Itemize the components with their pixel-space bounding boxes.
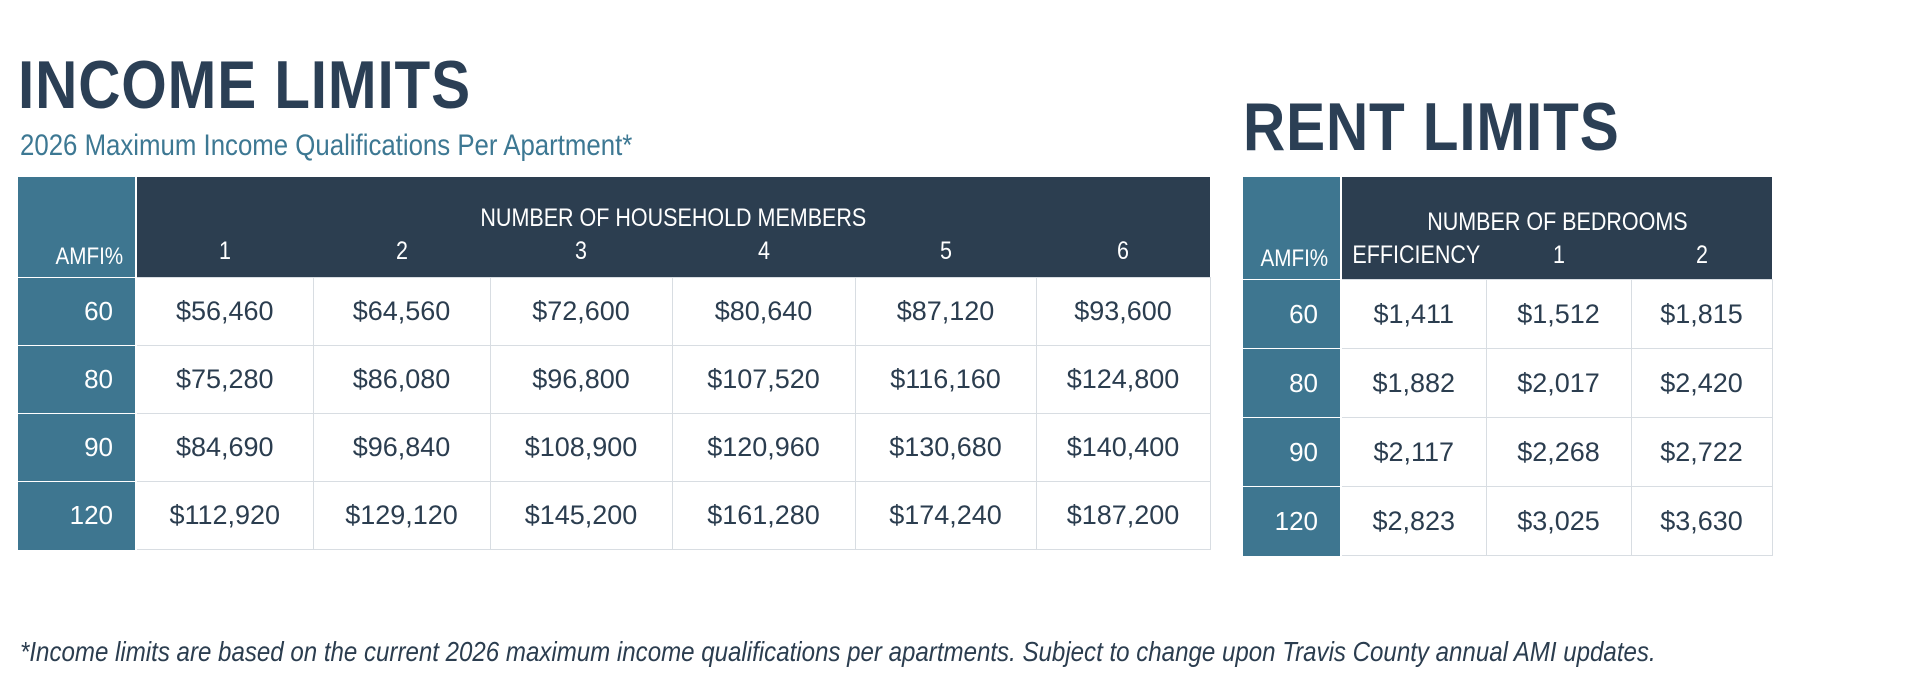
- amfi-cell: 90: [18, 414, 136, 482]
- income-value-cell: $107,520: [672, 346, 855, 414]
- income-value-cell: $174,240: [855, 482, 1036, 550]
- amfi-cell: 120: [1243, 487, 1341, 556]
- amfi-cell: 120: [18, 482, 136, 550]
- table-row: [1243, 418, 1772, 487]
- income-value-cell: $120,960: [672, 414, 855, 482]
- amfi-cell: 80: [18, 346, 136, 414]
- income-value-cell: $145,200: [490, 482, 672, 550]
- amfi-cell: 90: [1243, 418, 1341, 487]
- income-amfi-header: AMFI%: [18, 177, 136, 278]
- rent-value-cell: $1,411: [1341, 280, 1486, 349]
- income-value-cell: $56,460: [136, 278, 313, 346]
- income-value-cell: $116,160: [855, 346, 1036, 414]
- rent-value-cell: $2,823: [1341, 487, 1486, 556]
- table-row: [18, 278, 1210, 346]
- table-row: [18, 346, 1210, 414]
- rent-value-cell: $1,882: [1341, 349, 1486, 418]
- income-value-cell: $96,800: [490, 346, 672, 414]
- rent-value-cell: $1,512: [1486, 280, 1631, 349]
- household-column-header: 1: [136, 237, 313, 278]
- income-value-cell: $161,280: [672, 482, 855, 550]
- rent-value-cell: $2,268: [1486, 418, 1631, 487]
- table-row: [1243, 280, 1772, 349]
- rent-value-cell: $3,025: [1486, 487, 1631, 556]
- bedroom-column-header: 1: [1486, 241, 1631, 280]
- rent-value-cell: $1,815: [1631, 280, 1772, 349]
- household-members-header: NUMBER OF HOUSEHOLD MEMBERS: [136, 177, 1210, 237]
- income-limits-subtitle: 2026 Maximum Income Qualifications Per Apartment*: [20, 129, 633, 162]
- rent-limits-title: RENT LIMITS: [1243, 89, 1620, 165]
- amfi-cell: 80: [1243, 349, 1341, 418]
- household-column-header: 2: [313, 237, 490, 278]
- table-row: [18, 482, 1210, 550]
- income-value-cell: $86,080: [313, 346, 490, 414]
- rent-value-cell: $2,117: [1341, 418, 1486, 487]
- income-value-cell: $129,120: [313, 482, 490, 550]
- amfi-cell: 60: [1243, 280, 1341, 349]
- income-value-cell: $108,900: [490, 414, 672, 482]
- income-value-cell: $187,200: [1036, 482, 1210, 550]
- bedroom-column-header: EFFICIENCY: [1341, 241, 1486, 280]
- household-column-header: 4: [672, 237, 855, 278]
- footnote: *Income limits are based on the current 2026 maximum income qualifications per apartments. Subject to change upon Travis County annual AMI updates.: [20, 636, 1656, 667]
- income-limits-table: [18, 177, 1211, 550]
- income-limits-title: INCOME LIMITS: [18, 47, 472, 123]
- bedrooms-header: NUMBER OF BEDROOMS: [1341, 177, 1772, 241]
- rent-value-cell: $2,017: [1486, 349, 1631, 418]
- bedroom-column-header: 2: [1631, 241, 1772, 280]
- income-value-cell: $93,600: [1036, 278, 1210, 346]
- income-value-cell: $80,640: [672, 278, 855, 346]
- income-value-cell: $130,680: [855, 414, 1036, 482]
- income-value-cell: $75,280: [136, 346, 313, 414]
- table-row: [1243, 349, 1772, 418]
- income-value-cell: $124,800: [1036, 346, 1210, 414]
- income-value-cell: $112,920: [136, 482, 313, 550]
- income-value-cell: $72,600: [490, 278, 672, 346]
- amfi-cell: 60: [18, 278, 136, 346]
- household-column-header: 6: [1036, 237, 1210, 278]
- rent-value-cell: $3,630: [1631, 487, 1772, 556]
- income-value-cell: $87,120: [855, 278, 1036, 346]
- rent-value-cell: $2,420: [1631, 349, 1772, 418]
- household-column-header: 3: [490, 237, 672, 278]
- income-value-cell: $64,560: [313, 278, 490, 346]
- income-value-cell: $96,840: [313, 414, 490, 482]
- rent-amfi-header: AMFI%: [1243, 177, 1341, 280]
- rent-value-cell: $2,722: [1631, 418, 1772, 487]
- table-row: [1243, 487, 1772, 556]
- income-value-cell: $140,400: [1036, 414, 1210, 482]
- household-column-header: 5: [855, 237, 1036, 278]
- rent-limits-table: [1243, 177, 1773, 556]
- table-row: [18, 414, 1210, 482]
- income-value-cell: $84,690: [136, 414, 313, 482]
